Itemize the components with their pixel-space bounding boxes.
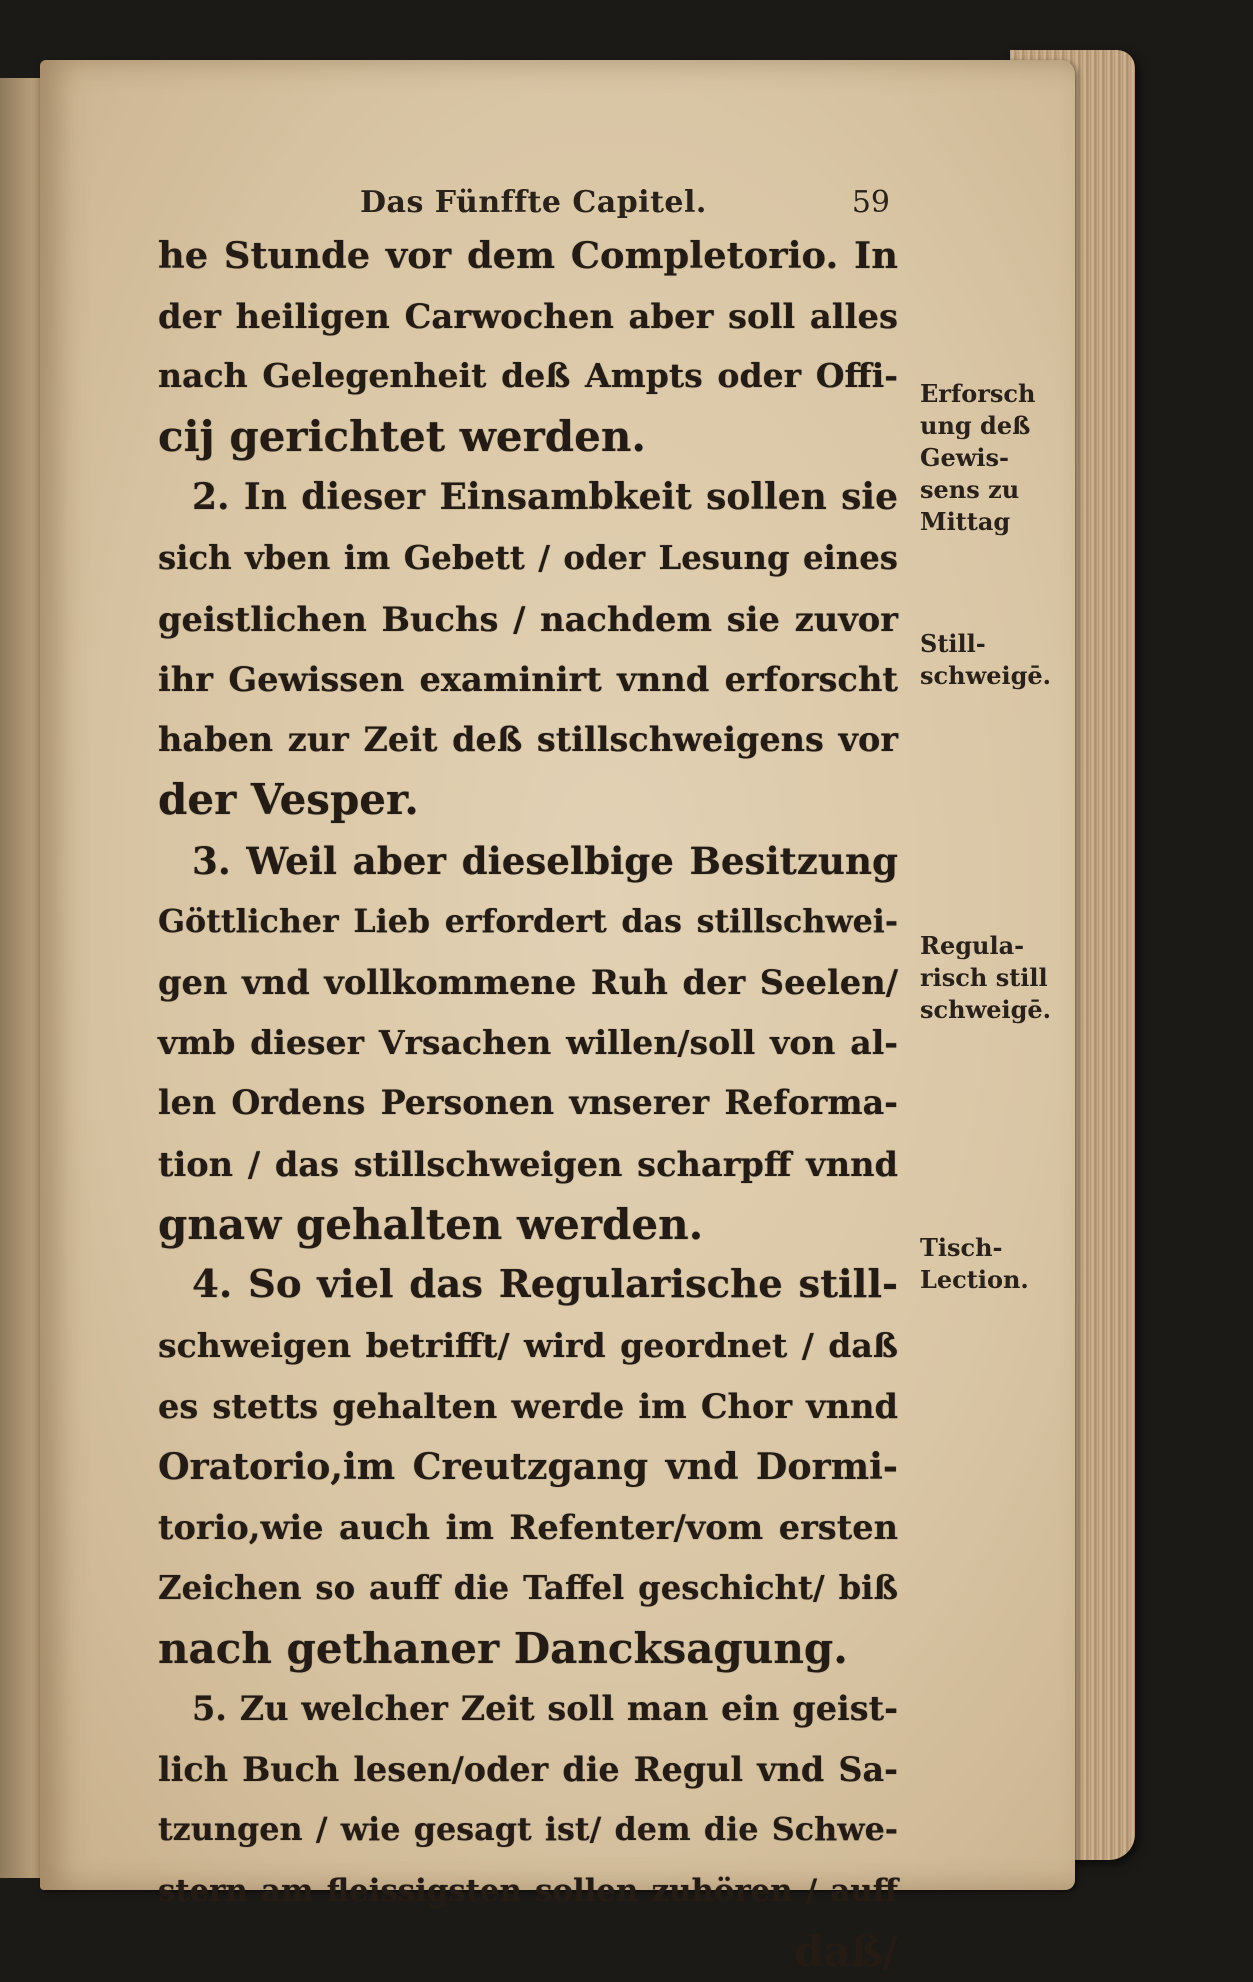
margin-note-line: Regula- [920,931,1025,960]
margin-note [920,930,1051,1026]
margin-note-line: Gewis- [920,443,1010,472]
text-line: Zeichen so auff die Taffel geschicht/ biß [158,1569,898,1608]
text-line: nach gethaner Dancksagung. [158,1623,848,1673]
text-line: der Vesper. [158,775,419,825]
text-line: vmb dieser Vrsachen willen/soll von al- [158,1022,898,1062]
text-line: nach Gelegenheit deß Ampts oder Offi- [158,356,898,396]
text-line: tion / das stillschweigen scharpff vnnd [158,1143,898,1184]
margin-note-line: schweigē. [920,995,1052,1024]
margin-note-line: Mittag [920,507,1011,536]
text-line: es stetts gehalten werde im Chor vnnd [158,1386,898,1427]
text-line: 4. So viel das Regularische still- [192,1262,898,1308]
text-line: len Ordens Personen vnserer Reforma- [158,1083,898,1123]
text-line: sich vben im Gebett / oder Lesung eines [158,538,898,577]
margin-note [920,628,1051,692]
text-line: torio,wie auch im Refenter/vom ersten [158,1507,898,1548]
catchword: daß/ [794,1926,898,1976]
page-number: 59 [851,185,890,220]
margin-note-line: Still- [920,629,986,658]
margin-note-line: ung deß [920,411,1031,440]
text-line: tzungen / wie gesagt ist/ dem die Schwe- [158,1811,898,1849]
margin-note-line: Lection. [920,1265,1029,1294]
margin-note [920,1232,1029,1296]
text-line: he Stunde vor dem Completorio. In [158,233,898,277]
text-line: geistlichen Buchs / nachdem sie zuvor [158,598,898,639]
text-line: 5. Zu welcher Zeit soll man ein geist- [192,1689,898,1729]
text-line: 3. Weil aber dieselbige Besitzung [192,838,898,883]
text-line: stern am fleissigsten sollen zuhören / auff [158,1873,898,1910]
text-line: haben zur Zeit deß stillschweigens vor [158,719,898,759]
running-title: Das Fünffte Capitel. [360,185,707,220]
margin-note-line: Erforsch [920,379,1036,408]
text-line: gnaw gehalten werden. [158,1199,704,1249]
text-line: ihr Gewissen examinirt vnnd erforscht [158,659,898,700]
text-line: Oratorio,im Creutzgang vnd Dormi- [158,1444,898,1488]
text-line: Göttlicher Lieb erfordert das stillschwei- [158,902,898,940]
text-line: 2. In dieser Einsambkeit sollen sie [192,476,898,519]
margin-note [920,378,1036,538]
book-page [40,60,1075,1976]
text-line: cij gerichtet werden. [158,411,647,461]
text-line: der heiligen Carwochen aber soll alles [158,295,898,336]
text-line: schweigen betrifft/ wird geordnet / daß [158,1325,898,1365]
page-header [360,185,890,225]
margin-note-line: risch still [920,963,1048,992]
margin-note-line: schweigē. [920,661,1052,690]
text-line: gen vnd vollkommene Ruh der Seelen/ [158,962,898,1003]
body-text [158,225,898,1982]
margin-note-line: Tisch- [920,1233,1003,1262]
margin-note-line: sens zu [920,475,1020,504]
text-line: lich Buch lesen/oder die Regul vnd Sa- [158,1749,898,1789]
